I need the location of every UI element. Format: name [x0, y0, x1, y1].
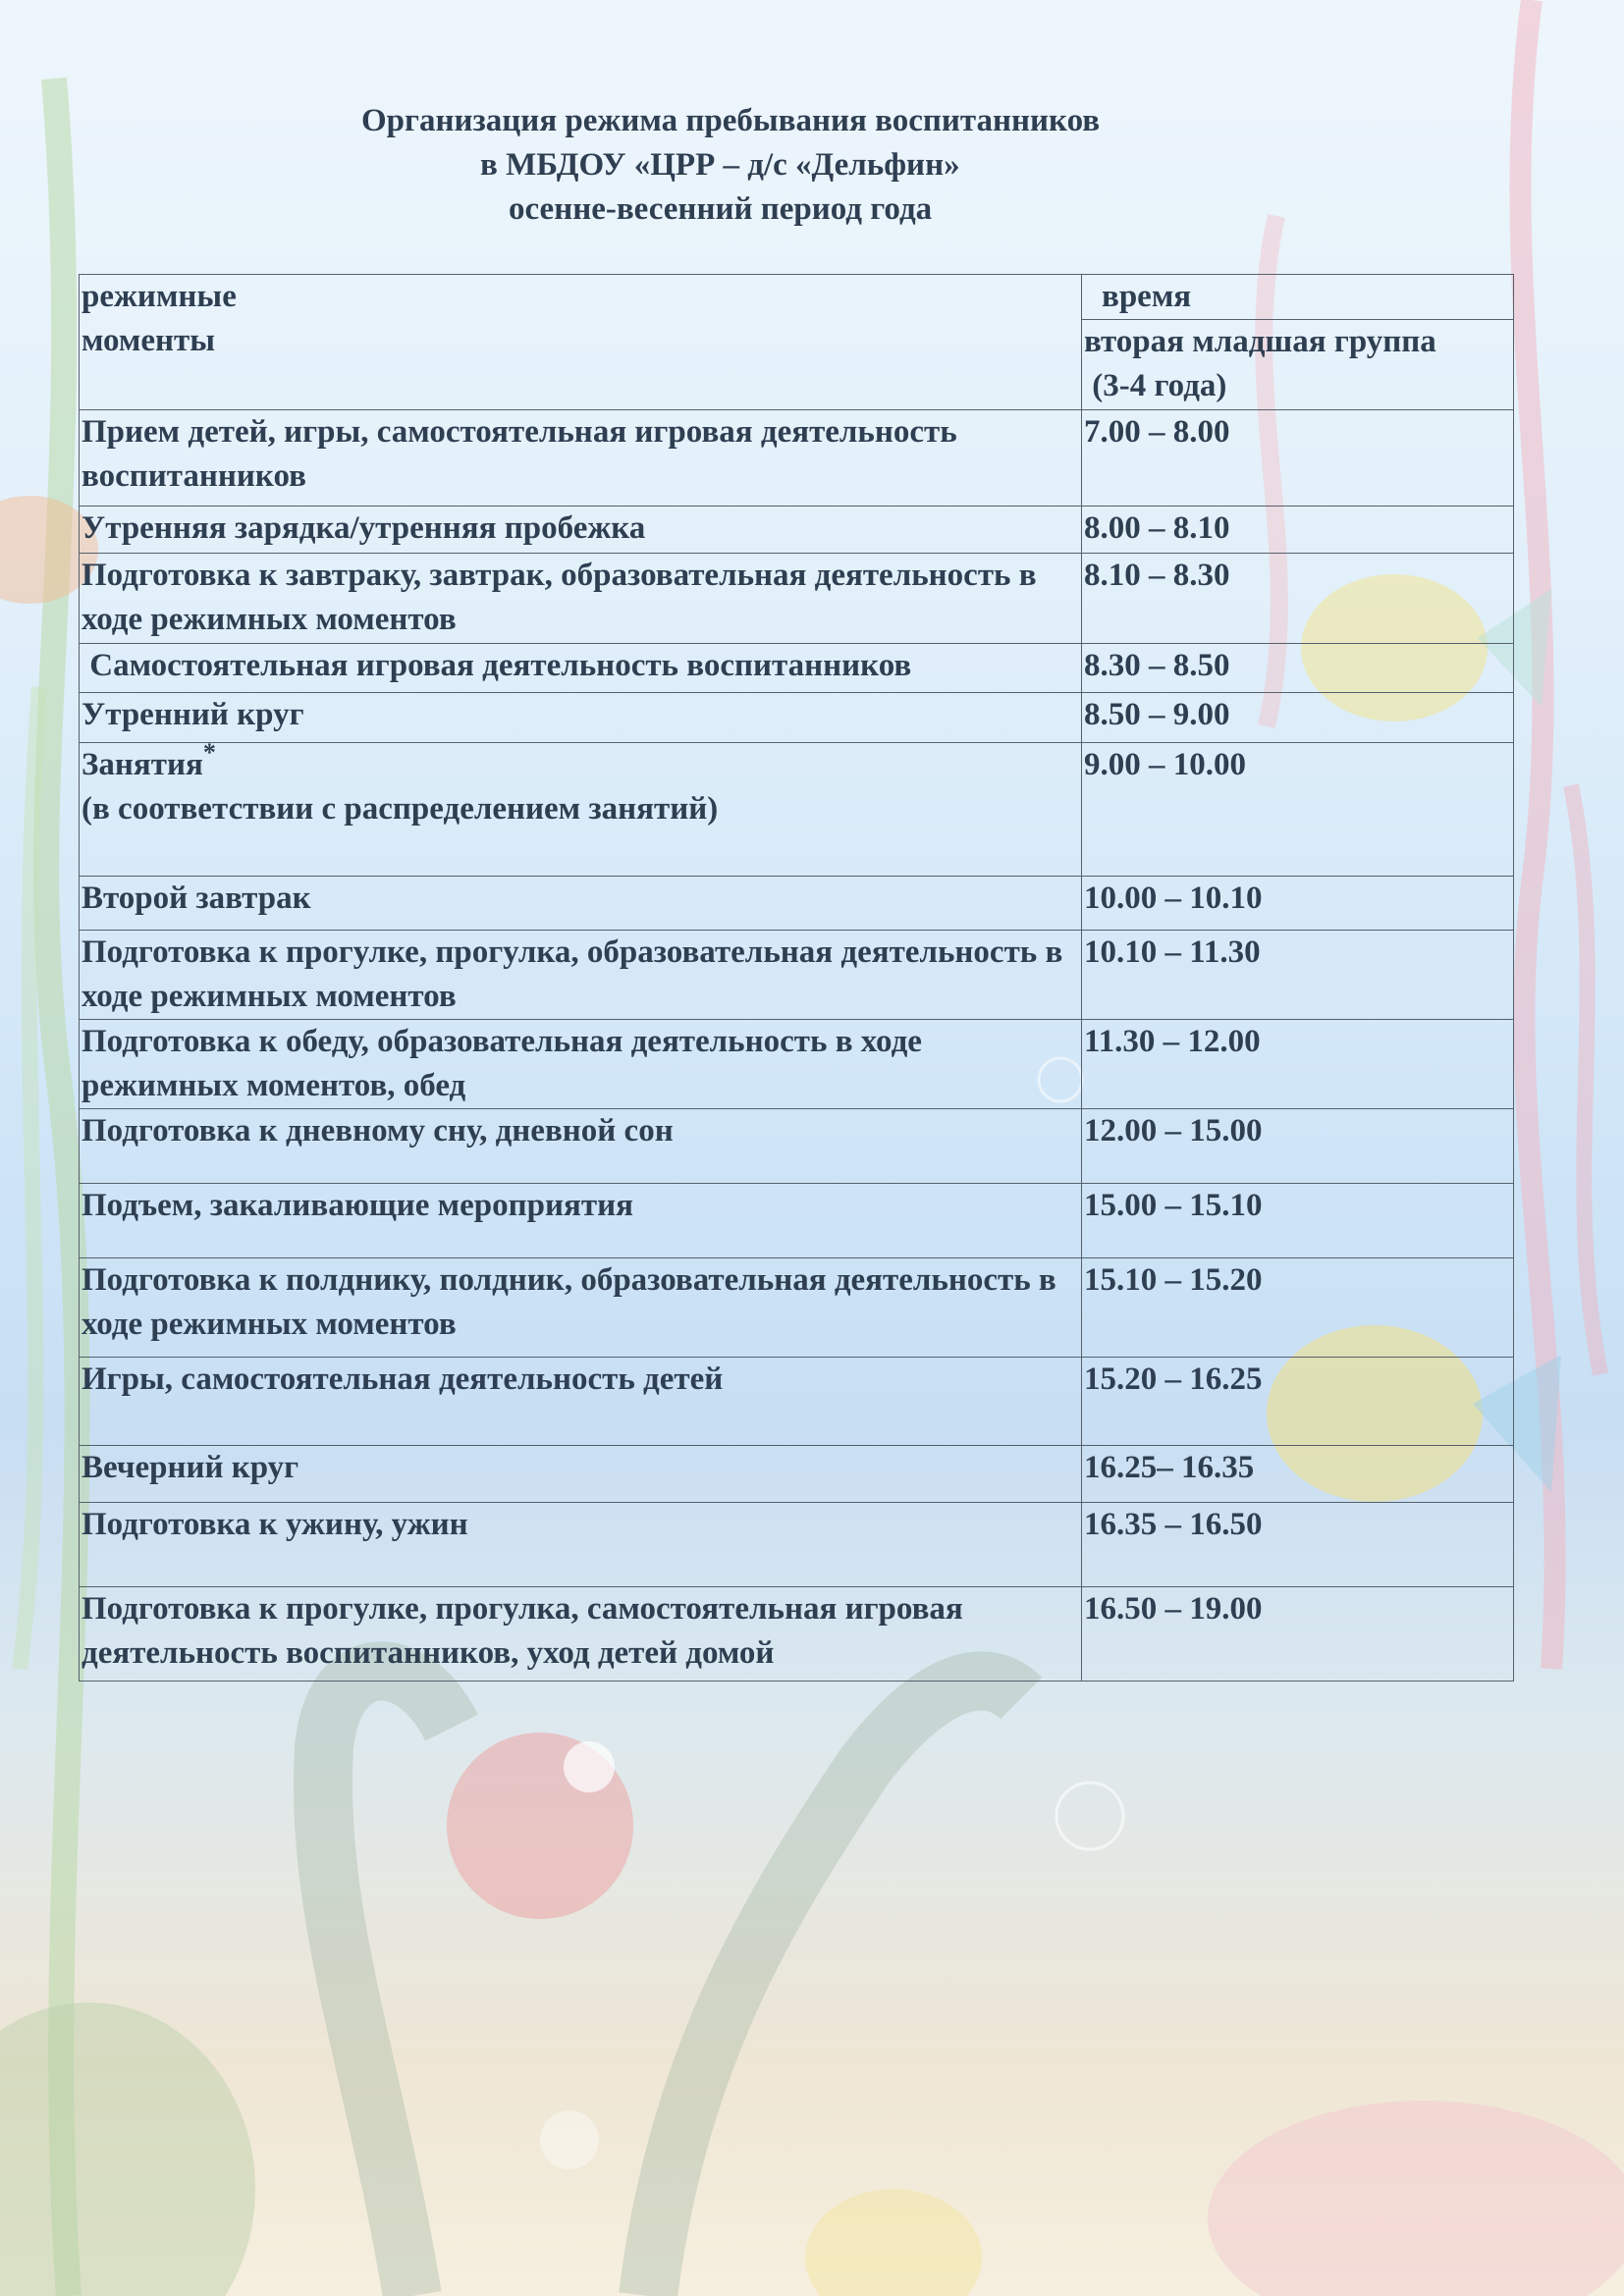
table-row [80, 554, 1514, 644]
header-group-line2: (3-4 года) [1084, 368, 1227, 403]
footnote-marker: * [202, 742, 216, 767]
time-cell: 16.25– 16.35 [1082, 1446, 1514, 1503]
activity-cell: Подъем, закаливающие мероприятия [80, 1184, 1082, 1258]
table-row [80, 1020, 1514, 1109]
table-row [80, 1184, 1514, 1258]
activity-cell: Утренний круг [80, 693, 1082, 743]
table-row [80, 1446, 1514, 1503]
table-row [80, 1258, 1514, 1358]
table-row [80, 743, 1514, 877]
activity-cell: Подготовка к прогулке, прогулка, самостоятельная игровая деятельность воспитанников, уход детей домой [80, 1587, 1082, 1682]
activity-lessons-line [81, 743, 1081, 787]
header-activity-cell [80, 275, 1082, 410]
time-cell: 10.10 – 11.30 [1082, 931, 1514, 1020]
page-title [0, 99, 1624, 232]
activity-cell: Утренняя зарядка/утренняя пробежка [80, 507, 1082, 554]
title-line-2: в МБДОУ «ЦРР – д/с «Дельфин» [480, 147, 960, 183]
time-cell: 16.35 – 16.50 [1082, 1503, 1514, 1587]
activity-cell: Подготовка к ужину, ужин [80, 1503, 1082, 1587]
activity-cell: Подготовка к обеду, образовательная деятельность в ходе режимных моментов, обед [80, 1020, 1082, 1109]
header-activity-line1: режимные [81, 279, 237, 314]
activity-cell: Подготовка к прогулке, прогулка, образовательная деятельность в ходе режимных моментов [80, 931, 1082, 1020]
activity-cell: Второй завтрак [80, 877, 1082, 931]
table-row [80, 693, 1514, 743]
time-cell: 15.20 – 16.25 [1082, 1358, 1514, 1446]
activity-cell: Подготовка к дневному сну, дневной сон [80, 1109, 1082, 1184]
time-cell: 15.00 – 15.10 [1082, 1184, 1514, 1258]
table-row [80, 507, 1514, 554]
table-row [80, 1358, 1514, 1446]
activity-cell: Подготовка к завтраку, завтрак, образовательная деятельность в ходе режимных моментов [80, 554, 1082, 644]
table-row [80, 410, 1514, 507]
title-line-1: Организация режима пребывания воспитанников [361, 103, 1101, 138]
header-time: время [1082, 275, 1514, 320]
activity-cell [80, 743, 1082, 877]
table-row [80, 877, 1514, 931]
header-group-cell [1082, 320, 1514, 410]
activity-cell: Вечерний круг [80, 1446, 1082, 1503]
table-row [80, 1109, 1514, 1184]
table-row [80, 1503, 1514, 1587]
time-cell: 7.00 – 8.00 [1082, 410, 1514, 507]
time-cell: 8.30 – 8.50 [1082, 644, 1514, 693]
activity-cell: Игры, самостоятельная деятельность детей [80, 1358, 1082, 1446]
header-activity-line2: моменты [81, 323, 216, 358]
table-row [80, 1587, 1514, 1682]
time-cell: 15.10 – 15.20 [1082, 1258, 1514, 1358]
title-line-3: осенне-весенний период года [509, 191, 933, 227]
time-cell: 8.10 – 8.30 [1082, 554, 1514, 644]
time-cell: 8.50 – 9.00 [1082, 693, 1514, 743]
activity-cell: Самостоятельная игровая деятельность воспитанников [80, 644, 1082, 693]
activity-cell: Прием детей, игры, самостоятельная игровая деятельность воспитанников [80, 410, 1082, 507]
activity-cell: Подготовка к полднику, полдник, образовательная деятельность в ходе режимных моментов [80, 1258, 1082, 1358]
activity-lessons-note: (в соответствии с распределением занятий) [81, 791, 719, 827]
table-row [80, 931, 1514, 1020]
time-cell: 9.00 – 10.00 [1082, 743, 1514, 877]
time-cell: 16.50 – 19.00 [1082, 1587, 1514, 1682]
time-cell: 12.00 – 15.00 [1082, 1109, 1514, 1184]
time-cell: 11.30 – 12.00 [1082, 1020, 1514, 1109]
header-group-line1: вторая младшая группа [1084, 324, 1436, 359]
time-cell: 10.00 – 10.10 [1082, 877, 1514, 931]
table-row [80, 644, 1514, 693]
time-cell: 8.00 – 8.10 [1082, 507, 1514, 554]
activity-lessons-label: Занятия [81, 747, 203, 782]
schedule-table [79, 274, 1514, 1682]
